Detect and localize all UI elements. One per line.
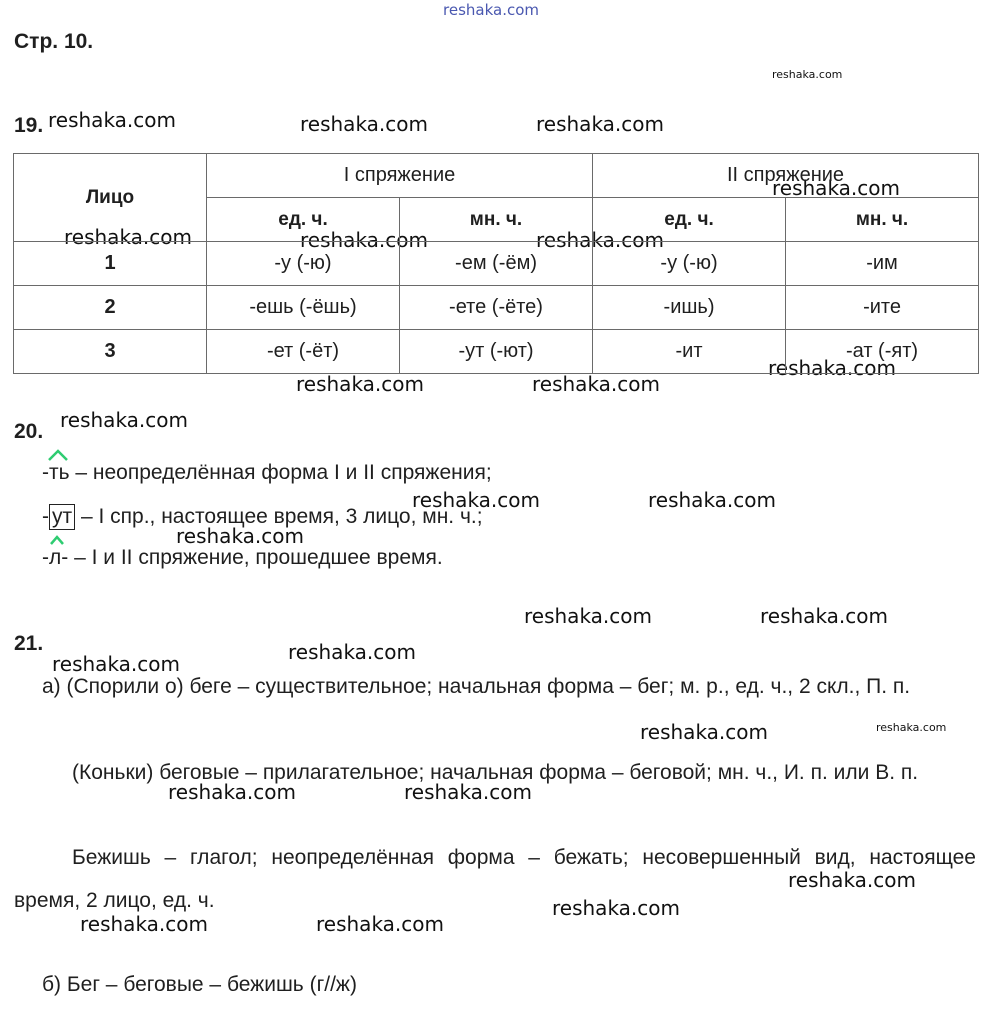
watermark: reshaka.com [300, 112, 428, 136]
watermark: reshaka.com [288, 640, 416, 664]
watermark: reshaka.com [412, 488, 540, 512]
paragraph: б) Бег – беговые – бежишь (г//ж) [42, 973, 357, 996]
watermark: reshaka.com [48, 108, 176, 132]
watermark: reshaka.com [760, 604, 888, 628]
watermark: reshaka.com [80, 912, 208, 936]
watermark: reshaka.com [60, 408, 188, 432]
paragraph: (Коньки) беговые – прилагательное; начальная форма – беговой; мн. ч., И. п. или В. п. [72, 761, 919, 784]
paragraph: Бежишь – глагол; неопределённая форма – бежать; несовершенный вид, настоящее время, 2 лицо, ед. ч. [14, 846, 976, 912]
ending-cell: -им [786, 242, 979, 286]
watermark: reshaka.com [443, 1, 539, 19]
watermark: reshaka.com [64, 225, 192, 249]
watermark: reshaka.com [300, 228, 428, 252]
watermark: reshaka.com [296, 372, 424, 396]
line-dash: - [42, 461, 49, 484]
ending-cell: -ишь) [593, 286, 786, 330]
exercise-number: 19. [14, 114, 44, 137]
line-text: – I спр., настоящее время, 3 лицо, мн. ч.; [75, 505, 483, 528]
watermark: reshaka.com [640, 720, 768, 744]
table-row [14, 286, 979, 330]
table-row [14, 330, 979, 374]
watermark: reshaka.com [648, 488, 776, 512]
watermark: reshaka.com [316, 912, 444, 936]
watermark: reshaka.com [772, 176, 900, 200]
watermark: reshaka.com [876, 721, 947, 734]
ending-mark-icon [47, 448, 69, 462]
watermark: reshaka.com [768, 356, 896, 380]
watermark: reshaka.com [404, 780, 532, 804]
morpheme-line [42, 461, 492, 485]
exercise-number: 20. [14, 420, 44, 443]
watermark: reshaka.com [536, 112, 664, 136]
person-cell: 3 [14, 330, 207, 374]
header-person: Лицо [14, 154, 207, 242]
line-dash: - [42, 505, 49, 528]
exercise-number: 21. [14, 632, 44, 655]
ending-cell: -ешь (-ёшь) [207, 286, 400, 330]
paragraph: а) (Спорили о) беге – существительное; начальная форма – бег; м. р., ед. ч., 2 скл., П. п. [42, 675, 911, 698]
header-plural: мн. ч. [400, 198, 593, 242]
watermark: reshaka.com [552, 896, 680, 920]
person-cell: 1 [14, 242, 207, 286]
watermark: reshaka.com [772, 68, 843, 81]
watermark: reshaka.com [532, 372, 660, 396]
ending-cell: -ут (-ют) [400, 330, 593, 374]
ending-cell: -ете (-ёте) [400, 286, 593, 330]
watermark: reshaka.com [524, 604, 652, 628]
line-text: – неопределённая форма I и II спряжения; [69, 461, 492, 484]
person-cell: 2 [14, 286, 207, 330]
line-dash: - [42, 546, 49, 569]
ending-cell: -у (-ю) [207, 242, 400, 286]
header-conjugation-2: II спряжение [593, 154, 979, 198]
page-label: Стр. 10. [14, 30, 94, 53]
table-row [14, 242, 979, 286]
watermark: reshaka.com [52, 652, 180, 676]
header-singular: ед. ч. [207, 198, 400, 242]
header-singular: ед. ч. [593, 198, 786, 242]
watermark: reshaka.com [788, 868, 916, 892]
conjugation-table [13, 153, 979, 374]
ending-morpheme [49, 461, 70, 485]
header-plural: мн. ч. [786, 198, 979, 242]
watermark: reshaka.com [536, 228, 664, 252]
watermark: reshaka.com [168, 780, 296, 804]
header-conjugation-1: I спряжение [207, 154, 593, 198]
ending-morpheme: ут [49, 504, 75, 530]
morpheme-text: ть [49, 461, 70, 484]
ending-cell: -ем (-ём) [400, 242, 593, 286]
line-text: – I и II спряжение, прошедшее время. [68, 546, 443, 569]
morpheme-line [42, 504, 483, 530]
ending-cell: -ите [786, 286, 979, 330]
suffix-morpheme [49, 546, 68, 570]
ending-cell: -ит [593, 330, 786, 374]
suffix-mark-icon [49, 534, 65, 546]
watermark: reshaka.com [176, 524, 304, 548]
morpheme-text: л- [49, 546, 69, 569]
ending-cell: -ет (-ёт) [207, 330, 400, 374]
ending-cell: -у (-ю) [593, 242, 786, 286]
ending-cell: -ат (-ят) [786, 330, 979, 374]
morpheme-line [42, 546, 443, 570]
